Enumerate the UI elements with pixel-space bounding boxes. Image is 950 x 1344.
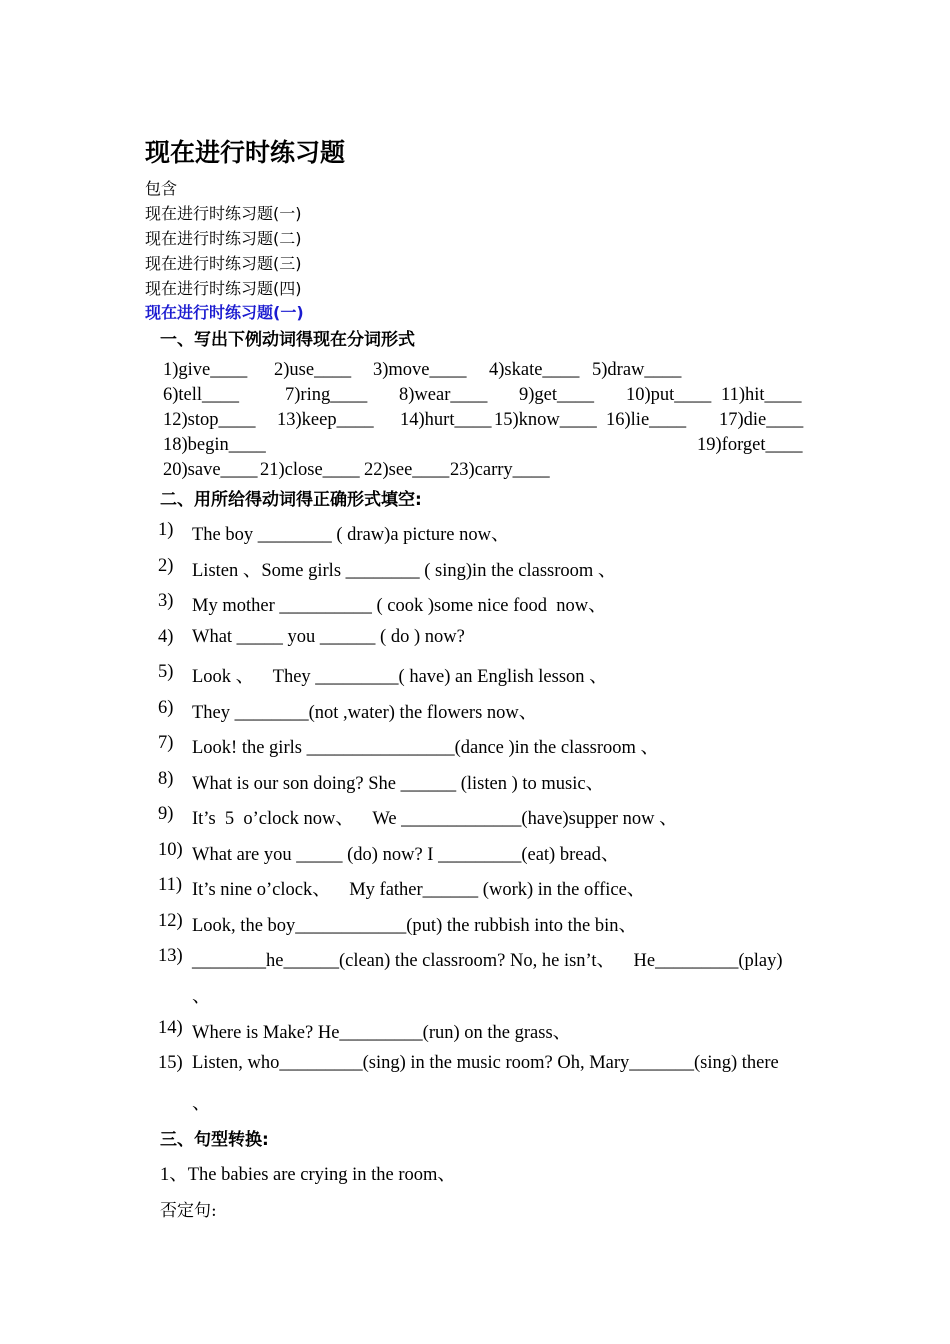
question-text: What is our son doing? She ______ (listen ) to music、: [192, 774, 605, 794]
question-number: 13): [158, 946, 183, 966]
question-number: 10): [158, 840, 183, 860]
section2-heading: 二、用所给得动词得正确形式填空:: [160, 490, 422, 510]
verb-item: 6)tell____: [163, 385, 240, 405]
question-number: 4): [158, 627, 174, 647]
toc-item[interactable]: 现在进行时练习题(二): [145, 229, 302, 248]
toc-item[interactable]: 现在进行时练习题(三): [145, 254, 302, 273]
toc-intro: 包含: [145, 179, 178, 198]
verb-item: 18)begin____: [163, 435, 266, 455]
negative-label: 否定句:: [160, 1201, 217, 1221]
question-text: Look, the boy____________(put) the rubbish into the bin、: [192, 916, 637, 936]
verb-item: 16)lie____: [606, 410, 687, 430]
verb-item: 14)hurt____: [400, 410, 492, 430]
question-text: Where is Make? He_________(run) on the grass、: [192, 1023, 572, 1043]
verb-item: 22)see____: [364, 460, 450, 480]
verb-item: 19)forget____: [697, 435, 803, 455]
verb-item: 21)close____: [260, 460, 360, 480]
question-number: 8): [158, 769, 174, 789]
question-text: What _____ you ______ ( do ) now?: [192, 627, 465, 647]
question-number: 7): [158, 733, 174, 753]
verb-item: 23)carry____: [450, 460, 550, 480]
question-text: Look! the girls ________________(dance )in the classroom 、: [192, 738, 660, 758]
verb-item: 3)move____: [373, 360, 467, 380]
verb-item: 12)stop____: [163, 410, 256, 430]
question-text: My mother __________ ( cook )some nice food now、: [192, 596, 607, 616]
question-text: ________he______(clean) the classroom? No, he isn’t、 He_________(play): [192, 951, 783, 971]
question-text: The boy ________ ( draw)a picture now、: [192, 525, 510, 545]
verb-item: 15)know____: [494, 410, 597, 430]
toc-item[interactable]: 现在进行时练习题(四): [145, 279, 302, 298]
verb-item: 1)give____: [163, 360, 248, 380]
question-text: Listen 、Some girls ________ ( sing)in the classroom 、: [192, 561, 617, 581]
question-text-continuation: 、: [192, 1094, 211, 1114]
verb-item: 17)die____: [719, 410, 804, 430]
toc-item[interactable]: 现在进行时练习题(一): [145, 204, 302, 223]
question-number: 14): [158, 1018, 183, 1038]
transform-sentence: 1、The babies are crying in the room、: [160, 1165, 456, 1185]
verb-item: 4)skate____: [489, 360, 580, 380]
question-text: It’s 5 o’clock now、 We _____________(have)supper now 、: [192, 809, 678, 829]
verb-item: 11)hit____: [721, 385, 802, 405]
question-number: 11): [158, 875, 182, 895]
question-number: 9): [158, 804, 174, 824]
question-text: Look 、 They _________( have) an English lesson 、: [192, 667, 608, 687]
question-text: It’s nine o’clock、 My father______ (work) in the office、: [192, 880, 646, 900]
question-text: Listen, who_________(sing) in the music room? Oh, Mary_______(sing) there: [192, 1053, 779, 1073]
verb-item: 7)ring____: [285, 385, 368, 405]
verb-item: 9)get____: [519, 385, 595, 405]
question-text: What are you _____ (do) now? I _________(eat) bread、: [192, 845, 620, 865]
question-number: 3): [158, 591, 174, 611]
question-number: 12): [158, 911, 183, 931]
verb-item: 2)use____: [274, 360, 352, 380]
question-number: 5): [158, 662, 174, 682]
section3-heading: 三、句型转换:: [160, 1130, 269, 1150]
question-text-continuation: 、: [192, 987, 211, 1007]
verb-item: 8)wear____: [399, 385, 488, 405]
verb-item: 13)keep____: [277, 410, 374, 430]
question-number: 2): [158, 556, 174, 576]
verb-item: 20)save____: [163, 460, 258, 480]
verb-item: 5)draw____: [592, 360, 682, 380]
section-title-current: 现在进行时练习题(一): [145, 303, 304, 322]
question-number: 6): [158, 698, 174, 718]
question-text: They ________(not ,water) the flowers now、: [192, 703, 538, 723]
question-number: 1): [158, 520, 174, 540]
verb-item: 10)put____: [626, 385, 712, 405]
section1-heading: 一、写出下例动词得现在分词形式: [160, 330, 415, 350]
question-number: 15): [158, 1053, 183, 1073]
page-title: 现在进行时练习题: [145, 138, 346, 167]
